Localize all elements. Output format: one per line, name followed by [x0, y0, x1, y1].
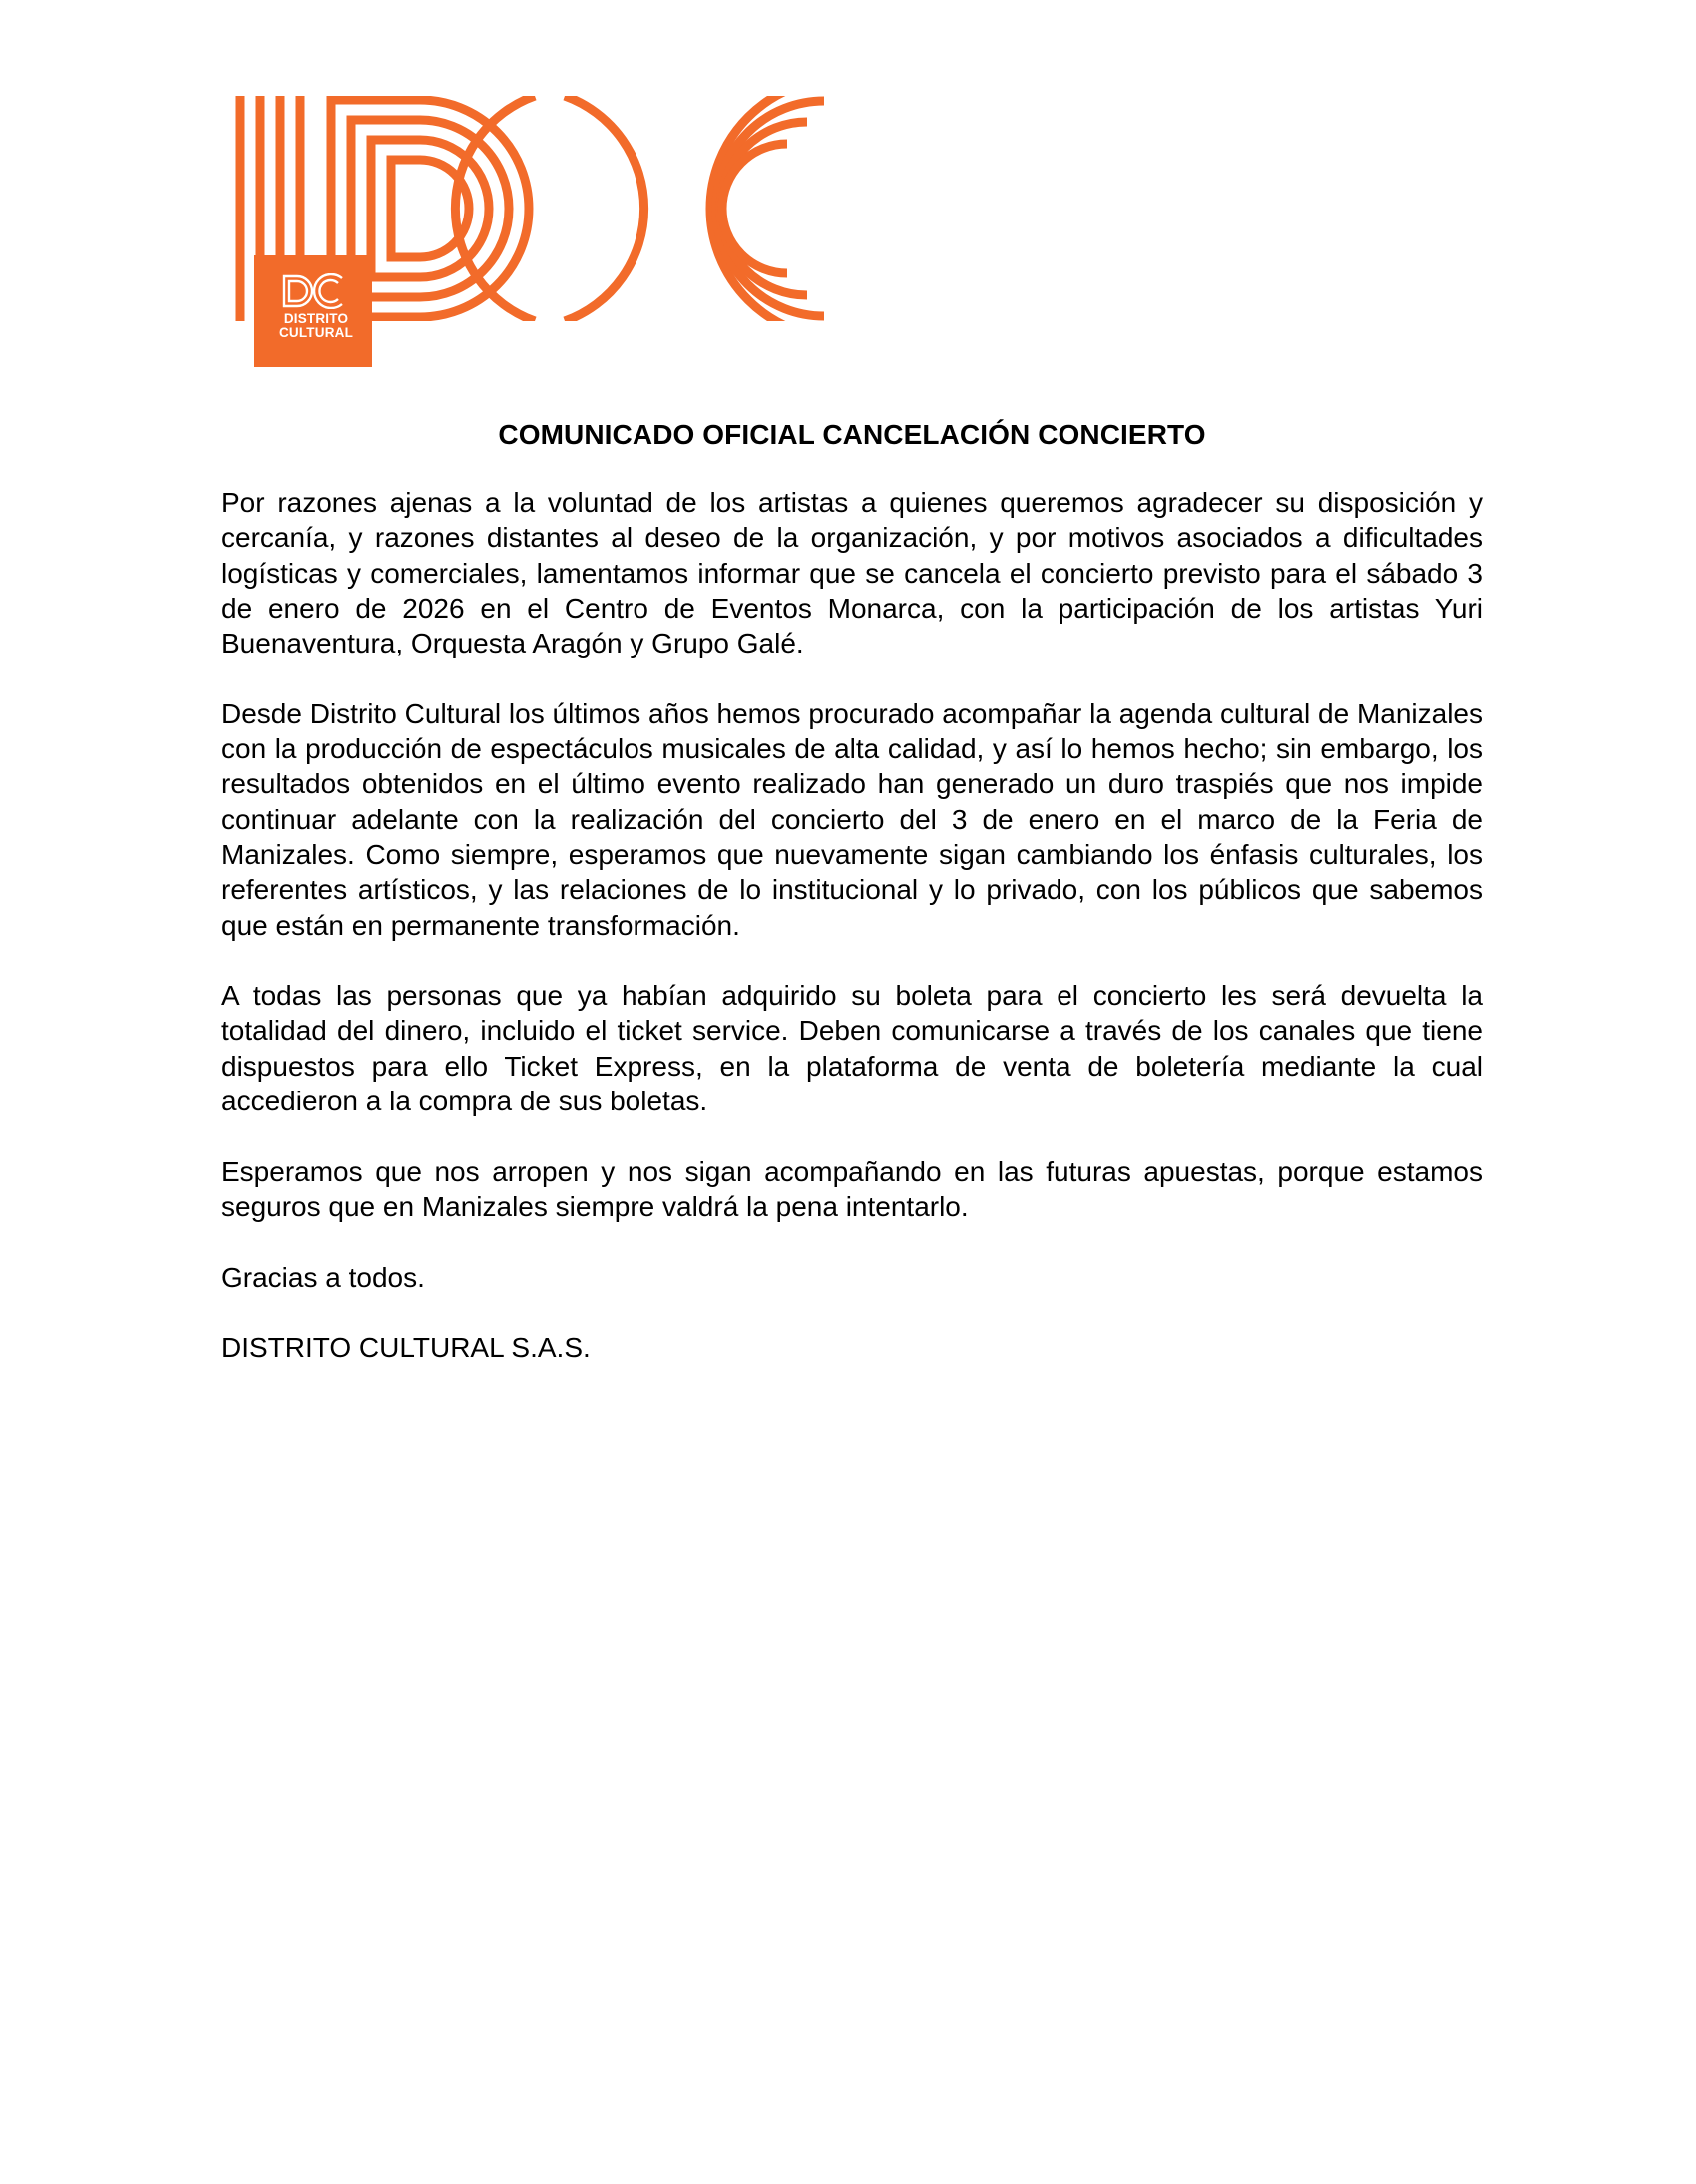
signature: DISTRITO CULTURAL S.A.S. [221, 1332, 591, 1364]
distrito-cultural-badge [254, 255, 372, 367]
badge-line-cultural: CULTURAL [278, 325, 354, 340]
badge-wordmark [264, 312, 368, 340]
badge-line-distrito: DISTRITO [283, 311, 349, 326]
body-paragraph: Esperamos que nos arropen y nos sigan acompañando en las futuras apuestas, porque estamos seguros que en Manizales siempre valdrá la pena intentarlo. [221, 1155, 1483, 1222]
body-paragraph: A todas las personas que ya habían adquirido su boleta para el concierto les será devuelta la totalidad del dinero, incluido el ticket service. Deben comunicarse a través de los canales que tiene dispuestos para ello Ticket Express, en la plataforma de venta de boletería mediante la cual accedieron a la compra de sus boletas. [221, 980, 1483, 1117]
document-body [221, 485, 1483, 1401]
closing-line: Gracias a todos. [221, 1261, 425, 1293]
body-paragraph: Por razones ajenas a la voluntad de los artistas a quienes queremos agradecer su disposición y cercanía, y razones distantes al deseo de la organización, y por motivos asociados a dificultades logísticas y comerciales, lamentamos informar que se cancela el concierto previsto para el sábado 3 de enero de 2026 en el Centro de Eventos Monarca, con la participación de los artistas Yuri Buenaventura, Orquesta Aragón y Grupo Galé. [221, 487, 1483, 659]
dc-monogram-icon [280, 273, 346, 309]
body-paragraph: Desde Distrito Cultural los últimos años hemos procurado acompañar la agenda cultural de Manizales con la producción de espectáculos musicales de alta calidad, y así lo hemos hecho; sin embargo, los resultados obtenidos en el último evento realizado han generado un duro traspiés que nos impide continuar adelante con la realización del concierto del 3 de enero en el marco de la Feria de Manizales. Como siempre, esperamos que nuevamente sigan cambiando los énfasis culturales, los referentes artísticos, y las relaciones de lo institucional y lo privado, con los públicos que sabemos que están en permanente transformación. [221, 697, 1483, 941]
document-title: COMUNICADO OFICIAL CANCELACIÓN CONCIERTO [498, 419, 1206, 450]
